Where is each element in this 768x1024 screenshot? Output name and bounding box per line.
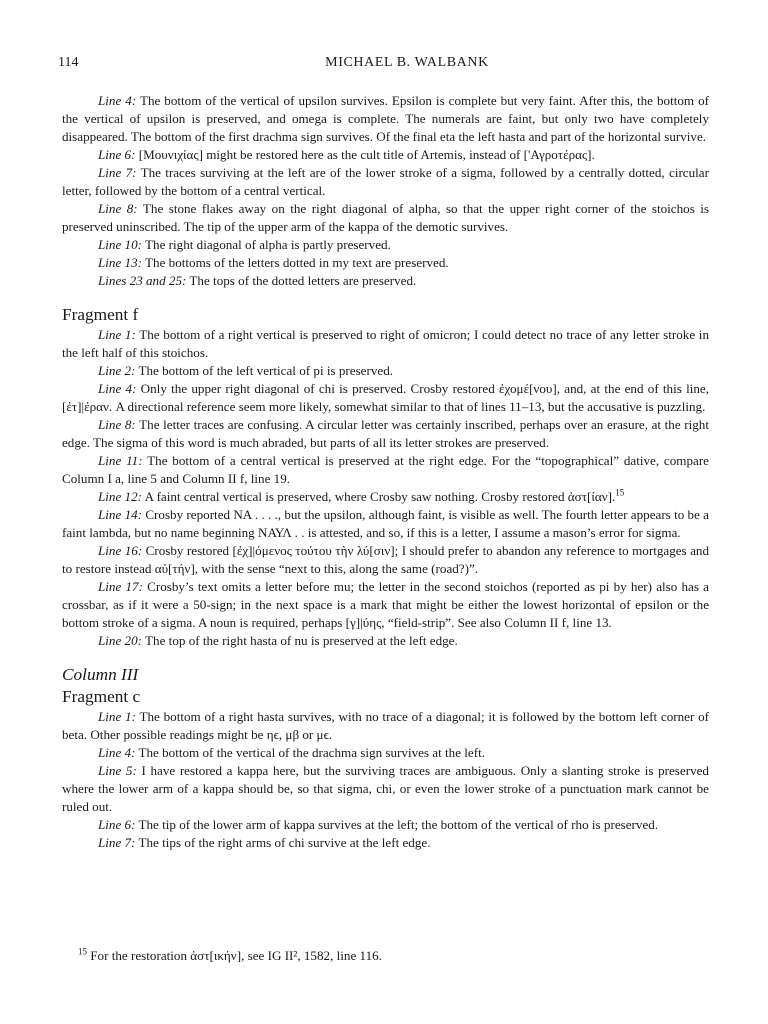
running-header xyxy=(58,55,716,75)
footnote-text: For the restoration ἀστ[ικήν], see IG II², 1582, line 116. xyxy=(87,948,382,963)
note-paragraph xyxy=(62,326,709,362)
note-paragraph xyxy=(62,92,709,146)
note-text: The bottom of the left vertical of pi is preserved. xyxy=(135,363,394,378)
line-label: Lines 23 and 25: xyxy=(98,273,187,288)
body-text xyxy=(62,92,709,852)
note-paragraph xyxy=(62,708,709,744)
line-label: Line 13: xyxy=(98,255,143,270)
line-label: Line 4: xyxy=(98,93,137,108)
line-label: Line 11: xyxy=(98,453,143,468)
note-text: Crosby reported NA . . . ., but the upsilon, although faint, is visible as well. The fourth letter appears to be a faint lambda, but no name beginning ΝΑΥΛ . . is attested, and so, if this is a letter, I assume a mason’s error for sigma. xyxy=(62,507,709,540)
note-text: The tips of the right arms of chi survive at the left edge. xyxy=(135,835,431,850)
note-paragraph xyxy=(62,272,709,290)
note-paragraph xyxy=(62,380,709,416)
line-label: Line 6: xyxy=(98,817,136,832)
line-label: Line 12: xyxy=(98,489,143,504)
note-paragraph xyxy=(62,578,709,632)
note-paragraph xyxy=(62,362,709,380)
section-fragment-f xyxy=(62,326,709,650)
note-text: The bottom of a right hasta survives, with no trace of a diagonal; it is followed by the bottom left corner of beta. Other possible readings might be ηϵ, μβ or μϵ. xyxy=(62,709,709,742)
section-notes xyxy=(62,92,709,290)
note-text: The top of the right hasta of nu is preserved at the left edge. xyxy=(142,633,458,648)
note-paragraph xyxy=(62,542,709,578)
line-label: Line 4: xyxy=(98,381,137,396)
note-text: The bottom of the vertical of the drachma sign survives at the left. xyxy=(135,745,486,760)
line-label: Line 7: xyxy=(98,835,136,850)
note-text: The bottom of a right vertical is preserved to right of omicron; I could detect no trace of any letter stroke in the left half of this stoichos. xyxy=(62,327,709,360)
note-paragraph xyxy=(62,236,709,254)
note-paragraph xyxy=(62,146,709,164)
note-paragraph xyxy=(62,488,709,506)
note-paragraph xyxy=(62,632,709,650)
line-label: Line 2: xyxy=(98,363,136,378)
line-label: Line 5: xyxy=(98,763,137,778)
note-text: The right diagonal of alpha is partly preserved. xyxy=(142,237,391,252)
line-label: Line 1: xyxy=(98,709,136,724)
note-text: The bottoms of the letters dotted in my text are preserved. xyxy=(142,255,449,270)
line-label: Line 8: xyxy=(98,201,138,216)
heading-fragment-f: Fragment f xyxy=(62,305,139,324)
line-label: Line 1: xyxy=(98,327,136,342)
line-label: Line 20: xyxy=(98,633,143,648)
line-label: Line 8: xyxy=(98,417,136,432)
note-paragraph xyxy=(62,744,709,762)
note-paragraph xyxy=(62,416,709,452)
note-paragraph xyxy=(62,200,709,236)
note-text: Crosby restored [ἐχ]|όμενος τούτου τὴν λύ[σιν]; I should prefer to abandon any reference to mortgages and to restore instead αὐ[τήν], with the sense “next to this, along the same (road?)”. xyxy=(62,543,709,576)
note-paragraph xyxy=(62,452,709,488)
page-number: 114 xyxy=(58,55,79,70)
note-text: The stone flakes away on the right diagonal of alpha, so that the upper right corner of the stoichos is preserved uninscribed. The tip of the upper arm of the kappa of the demotic survives. xyxy=(62,201,709,234)
note-paragraph xyxy=(62,816,709,834)
footnote-marker: 15 xyxy=(78,946,87,957)
line-label: Line 17: xyxy=(98,579,143,594)
line-label: Line 14: xyxy=(98,507,143,522)
note-text: The tops of the dotted letters are preserved. xyxy=(186,273,417,288)
note-paragraph xyxy=(62,164,709,200)
heading-fragment-c: Fragment c xyxy=(62,687,141,706)
line-label: Line 4: xyxy=(98,745,136,760)
note-text: I have restored a kappa here, but the surviving traces are ambiguous. Only a slanting stroke is preserved where the lower arm of a kappa should be, so that sigma, chi, or even the lower stroke of a punctuation mark cannot be ruled out. xyxy=(62,763,709,814)
footnote xyxy=(78,947,382,965)
line-label: Line 6: xyxy=(98,147,136,162)
note-text: The traces surviving at the left are of the lower stroke of a sigma, followed by a centrally dotted, circular letter, followed by the bottom of a central vertical. xyxy=(62,165,709,198)
line-label: Line 10: xyxy=(98,237,143,252)
line-label: Line 7: xyxy=(98,165,137,180)
note-text: Crosby’s text omits a letter before mu; the letter in the second stoichos (reported as pi by her) also has a crossbar, as if it were a 50-sign; in the next space is a mark that might be either the lowest horizontal of epsilon or the bottom stroke of a sigma. A noun is required, perhaps [γ]|ύης, “field-strip”. See also Column II f, line 13. xyxy=(62,579,709,630)
note-text: The letter traces are confusing. A circular letter was certainly inscribed, perhaps over an erasure, at the right edge. The sigma of this word is much abraded, but parts of all its letter strokes are preserved. xyxy=(62,417,709,450)
heading-column-iii: Column III xyxy=(62,665,139,684)
note-paragraph xyxy=(62,254,709,272)
running-author: MICHAEL B. WALBANK xyxy=(325,55,489,70)
line-label: Line 16: xyxy=(98,543,143,558)
note-text: [Μουνιχίας] might be restored here as the cult title of Artemis, instead of ['Αγροτέρας]. xyxy=(135,147,595,162)
section-column-iii xyxy=(62,708,709,852)
note-text: Only the upper right diagonal of chi is preserved. Crosby restored ἐχομέ[νου], and, at the end of this line, [ἐτ]|έραν. A directional reference seem more likely, somewhat similar to that of lines 11–13, but the accusative is puzzling. xyxy=(62,381,709,414)
note-text: The bottom of a central vertical is preserved at the right edge. For the “topographical” dative, compare Column I a, line 5 and Column II f, line 19. xyxy=(62,453,709,486)
footnote-reference: 15 xyxy=(615,487,625,498)
note-text: A faint central vertical is preserved, where Crosby saw nothing. Crosby restored ἀστ[ίαν]. xyxy=(142,489,616,504)
note-paragraph xyxy=(62,506,709,542)
note-paragraph xyxy=(62,762,709,816)
note-paragraph xyxy=(62,834,709,852)
note-text: The tip of the lower arm of kappa survives at the left; the bottom of the vertical of rho is preserved. xyxy=(135,817,659,832)
note-text: The bottom of the vertical of upsilon survives. Epsilon is complete but very faint. After this, the bottom of the vertical of upsilon is preserved, and omega is complete. The numerals are faint, but only two have completely disappeared. The bottom of the first drachma sign survives. Of the final eta the left hasta and part of the horizontal survive. xyxy=(62,93,709,144)
